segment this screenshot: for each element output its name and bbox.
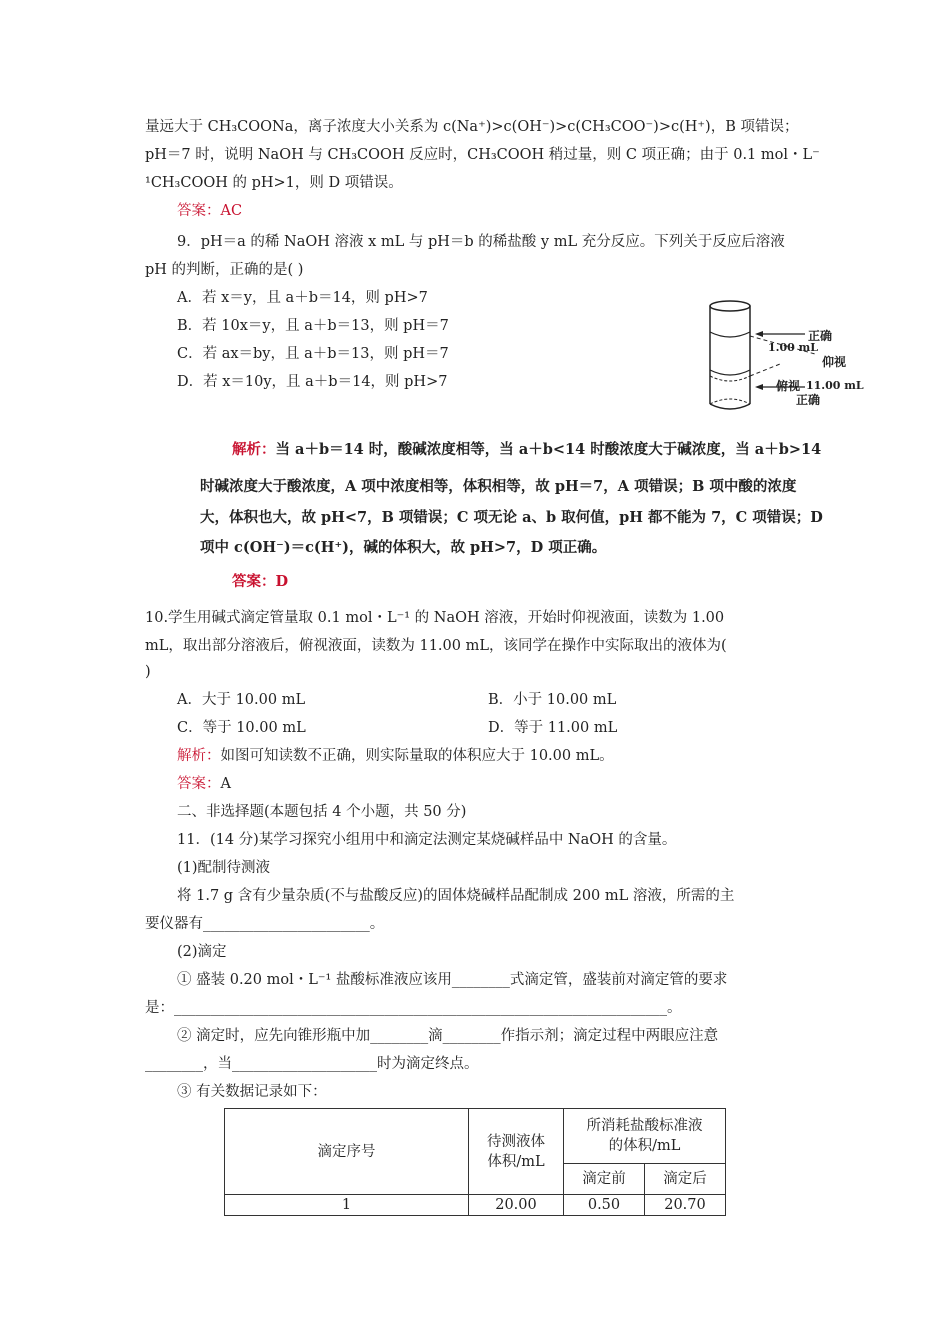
option-b: B．若 10x＝y，且 a＋b＝13，则 pH＝7: [177, 318, 449, 334]
question-stem: 10.学生用碱式滴定管量取 0.1 mol・L⁻¹ 的 NaOH 溶液，开始时仰视液面，读数为 1.00: [145, 610, 725, 626]
sub-heading: (2)滴定: [177, 944, 227, 960]
text-line: 量远大于 CH₃COONa，离子浓度大小关系为 c(Na⁺)>c(OH⁻)>c(CH₃COO⁻)>c(H⁺)，B 项错误；: [145, 119, 799, 135]
question-stem: 9．pH＝a 的稀 NaOH 溶液 x mL 与 pH＝b 的稀盐酸 y mL 充分反应。下列关于反应后溶液: [177, 234, 785, 250]
table-row: [225, 1195, 726, 1216]
text-line: ③ 有关数据记录如下：: [177, 1084, 327, 1100]
text-line: ________，当____________________时为滴定终点。: [145, 1056, 479, 1072]
option-d: D．若 x＝10y，且 a＋b＝14，则 pH>7: [177, 374, 448, 390]
figure-label: 1.00 mL: [768, 341, 818, 354]
table-cell: 20.00: [469, 1195, 564, 1216]
question-stem: pH 的判断，正确的是( ): [145, 262, 304, 278]
question-stem: ): [145, 664, 151, 680]
section-heading: 二、非选择题(本题包括 4 个小题，共 50 分): [177, 804, 467, 820]
option-b: B．小于 10.00 mL: [488, 692, 617, 708]
answer-line: 答案：A: [177, 776, 231, 792]
sub-heading: (1)配制待测液: [177, 860, 271, 876]
option-c: C．等于 10.00 mL: [177, 720, 306, 736]
option-a: A．若 x＝y，且 a＋b＝14，则 pH>7: [177, 290, 428, 306]
figure-label: 俯视: [776, 379, 801, 393]
table-cell: 0.50: [564, 1195, 645, 1216]
analysis-label: 解析：: [177, 748, 221, 764]
option-d: D．等于 11.00 mL: [488, 720, 618, 736]
analysis-line: 大，体积也大，故 pH<7，B 项错误；C 项无论 a、b 取何值，pH 都不能为 7，C 项错误；D: [200, 509, 823, 526]
figure-label: 正确: [796, 393, 821, 407]
text-line: pH＝7 时，说明 NaOH 与 CH₃COOH 反应时，CH₃COOH 稍过量，则 C 项正确；由于 0.1 mol・L⁻: [145, 147, 820, 163]
analysis-line: 项中 c(OH⁻)＝c(H⁺)，碱的体积大，故 pH>7，D 项正确。: [200, 539, 607, 556]
figure-label: 仰视: [822, 355, 847, 369]
table-header: 滴定序号: [225, 1109, 469, 1195]
answer-label: 答案：: [177, 776, 221, 792]
table-cell: 20.70: [645, 1195, 726, 1216]
option-a: A．大于 10.00 mL: [177, 692, 306, 708]
text-line: 是：____________________________________________________________________。: [145, 1000, 682, 1016]
table-header: 所消耗盐酸标准液 的体积/mL: [564, 1109, 726, 1164]
table-header: 滴定后: [645, 1164, 726, 1195]
text-line: ② 滴定时，应先向锥形瓶中加________滴________作指示剂；滴定过程中两眼应注意: [177, 1028, 719, 1044]
table-header: 滴定前: [564, 1164, 645, 1195]
text-line: ¹CH₃COOH 的 pH>1，则 D 项错误。: [145, 175, 403, 191]
option-c: C．若 ax＝by，且 a＋b＝13，则 pH＝7: [177, 346, 449, 362]
figure-label: 正确: [808, 329, 833, 343]
text-line: 将 1.7 g 含有少量杂质(不与盐酸反应)的固体烧碱样品配制成 200 mL 溶液，所需的主: [177, 888, 735, 904]
analysis-label: 解析：: [232, 441, 276, 458]
analysis-line: 时碱浓度大于酸浓度，A 项中浓度相等，体积相等，故 pH＝7，A 项错误；B 项中酸的浓度: [200, 478, 797, 495]
question-stem: 11．(14 分)某学习探究小组用中和滴定法测定某烧碱样品中 NaOH 的含量。: [177, 832, 677, 848]
table-cell: 1: [225, 1195, 469, 1216]
answer-line: 答案：AC: [177, 203, 243, 219]
answer-line: 答案：D: [232, 573, 289, 590]
text-line: ① 盛装 0.20 mol・L⁻¹ 盐酸标准液应该用________式滴定管，盛装前对滴定管的要求: [177, 972, 728, 988]
analysis-line: 解析：当 a＋b＝14 时，酸碱浓度相等，当 a＋b<14 时酸浓度大于碱浓度，当 a＋b>14: [232, 441, 822, 458]
data-table: [224, 1108, 726, 1216]
table-header: 待测液体 体积/mL: [469, 1109, 564, 1195]
analysis-line: 解析：如图可知读数不正确，则实际量取的体积应大于 10.00 mL。: [177, 748, 614, 764]
text-line: 要仪器有_______________________。: [145, 916, 385, 932]
figure-label: 11.00 mL: [806, 379, 864, 392]
question-stem: mL，取出部分溶液后，俯视液面，读数为 11.00 mL，该同学在操作中实际取出的液体为(: [145, 638, 727, 654]
